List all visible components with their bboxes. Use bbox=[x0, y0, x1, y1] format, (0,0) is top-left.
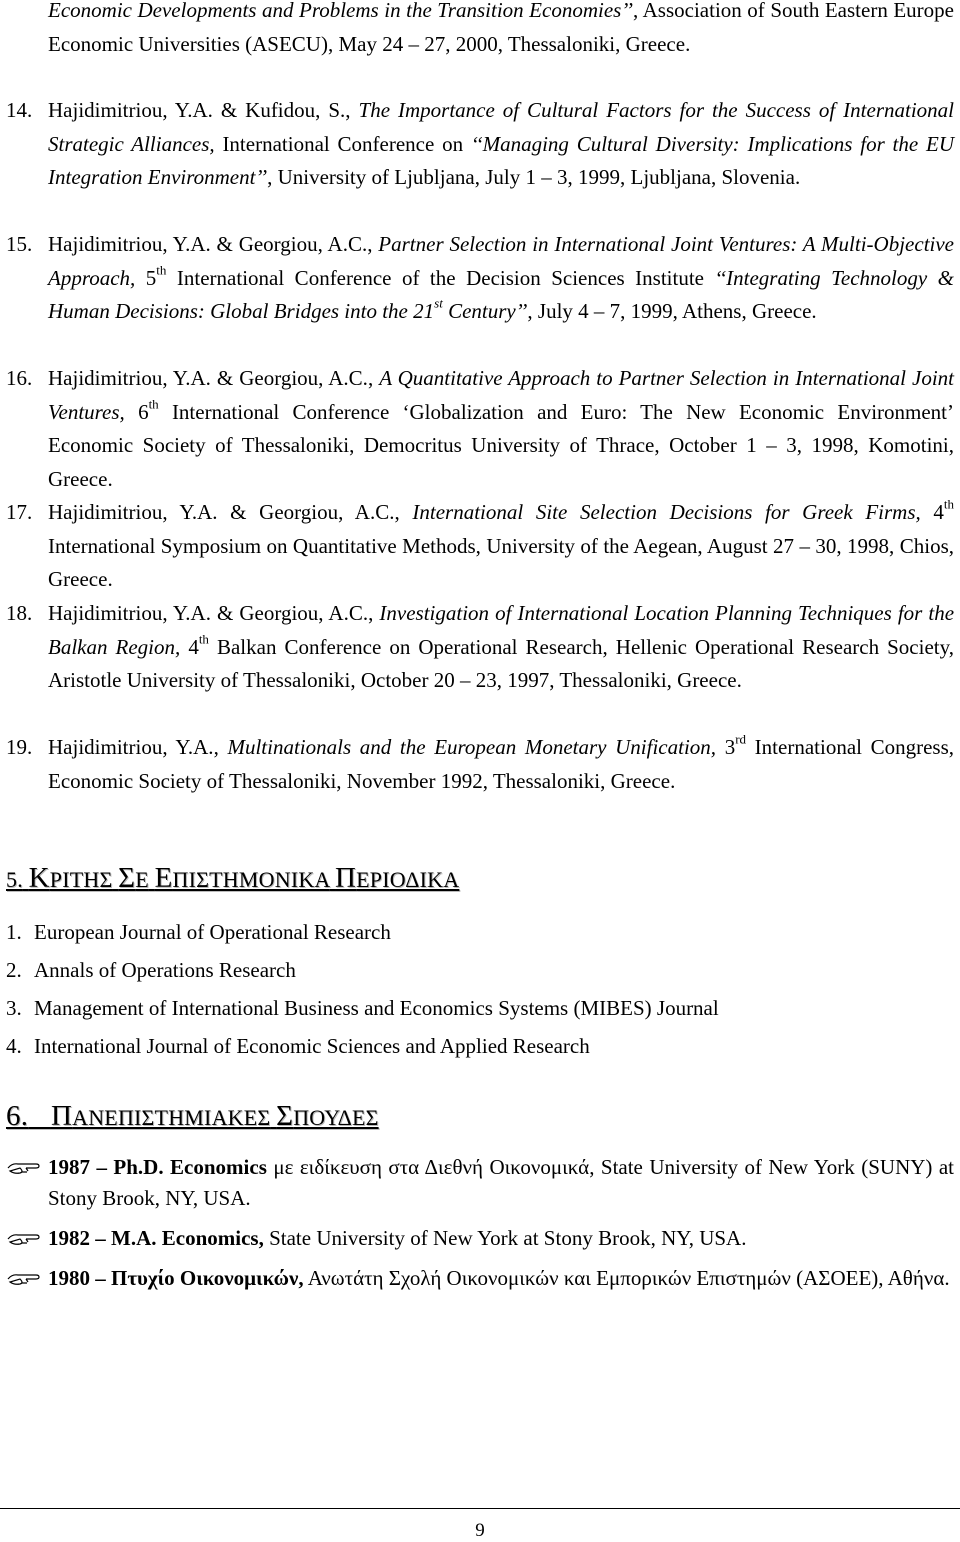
reference-venue-tail: , July 4 – 7, 1999, Athens, Greece. bbox=[527, 299, 817, 324]
journal-name: International Journal of Economic Sciences and Applied Research bbox=[34, 1034, 590, 1058]
degree-label: 1980 – Πτυχίο Οικονομικών, bbox=[48, 1266, 304, 1290]
reference-venue: International Conference on bbox=[214, 131, 471, 156]
heading-initial: Σ bbox=[276, 1100, 294, 1132]
reference-title: Investigation of International Location Planning Techniques for the Balkan Region, bbox=[48, 601, 955, 659]
ordinal-suffix: th bbox=[156, 262, 167, 278]
reference-title: International Site Selection Decisions for Greek Firms, bbox=[412, 500, 921, 524]
reference-continued-title: Economic Developments and Problems in the Transition Economies bbox=[48, 0, 622, 22]
reference-item: 19. Hajidimitriou, Y.A., Multinationals and the European Monetary Unification, 3rd International Congress, Economic Society of Thessaloniki, November 1992, Thessaloniki, Greece. bbox=[6, 731, 955, 793]
list-number: 4. bbox=[6, 1034, 22, 1058]
reference-venue: International Conference of the Decision Sciences Institute bbox=[166, 265, 715, 290]
reference-venue-italic: Integrating Technology & Human Decisions: Global Bridges into the 21 bbox=[48, 265, 955, 324]
section-heading-5 bbox=[6, 862, 459, 895]
hand-pointing-icon bbox=[6, 1267, 44, 1287]
journal-name: Management of International Business and Economics Systems (MIBES) Journal bbox=[34, 996, 719, 1020]
ordinal-suffix: th bbox=[148, 396, 159, 412]
degree-details: State University of New York at Stony Brook, NY, USA. bbox=[263, 1226, 747, 1250]
ordinal-suffix: rd bbox=[735, 731, 747, 747]
reference-authors: Hajidimitriou, Y.A. & Kufidou, S. bbox=[48, 98, 346, 122]
ordinal-suffix: th bbox=[943, 496, 955, 512]
reference-continued: Economic Developments and Problems in the Transition Economies’’, Association of South Eastern Europe Economic Universities (ASECU), May 24 – 27, 2000, Thessaloniki, Greece. bbox=[48, 0, 954, 56]
reference-venue-italic: Century bbox=[442, 299, 516, 324]
ordinal-suffix: th bbox=[198, 631, 209, 647]
heading-initial: Ε bbox=[154, 862, 173, 894]
reference-title: Multinationals and the European Monetary Unification, bbox=[227, 735, 717, 759]
reference-item: 14. Hajidimitriou, Y.A. & Kufidou, S., The Importance of Cultural Factors for the Success of International Strategic Alliances, International Conference on ‘‘Managing Cultural Diversity: Implications for the EU Integration Environment’’, University of Ljubljana, July 1 – 3, 1999, Ljubljana, Slovenia. bbox=[6, 94, 954, 195]
reference-authors: Hajidimitriou, Y.A. bbox=[48, 735, 214, 759]
heading-word: ΠΙΣΤΗΜΟΝΙΚΑ bbox=[172, 867, 330, 892]
reference-title: A Quantitative Approach to Partner Selection in International Joint Ventures, bbox=[48, 366, 955, 424]
reference-venue-tail: International Congress, Economic Society of Thessaloniki, November 1992, Thessaloniki, Greece. bbox=[48, 735, 955, 793]
ordinal: 6 bbox=[138, 399, 149, 424]
heading-word: ΡΙΤΗΣ bbox=[49, 867, 113, 892]
journal-name: Annals of Operations Research bbox=[34, 958, 296, 982]
heading-word: ΑΝΕΠΙΣΤΗΜΙΑΚΕΣ bbox=[72, 1105, 271, 1130]
reference-number: 16. bbox=[6, 366, 33, 390]
hand-pointing-icon bbox=[6, 1156, 44, 1176]
journal-name: European Journal of Operational Research bbox=[34, 920, 391, 944]
education-item bbox=[6, 1263, 954, 1294]
heading-word: ΕΡΙΟΔΙΚΑ bbox=[356, 867, 460, 892]
ordinal: 5 bbox=[145, 265, 157, 290]
reference-item: 15. Hajidimitriou, Y.A. & Georgiou, A.C., Partner Selection in International Joint Ventures: A Multi-Objective Approach, 5th International Conference of the Decision Sciences Institute ‘‘Integrating Technology & Human Decisions: Global Bridges into the 21st Century’’, July 4 – 7, 1999, Athens, Greece. bbox=[6, 228, 954, 329]
list-item bbox=[6, 1027, 906, 1065]
heading-word: Ε bbox=[135, 867, 149, 892]
education-item bbox=[6, 1152, 954, 1214]
reference-item: 16. Hajidimitriou, Y.A. & Georgiou, A.C., A Quantitative Approach to Partner Selection in International Joint Ventures, 6th International Conference ‘Globalization and Euro: The New Economic Environment’ Economic Society of Thessaloniki, Democritus University of Thrace, October 1 – 3, 1998, Komotini, Greece. bbox=[6, 362, 954, 496]
reference-venue-tail: International Conference ‘Globalization and Euro: The New Economic Environment’ Economic Society of Thessaloniki, Democritus University of Thrace, October 1 – 3, 1998, Komotini, Greece. bbox=[48, 399, 955, 491]
list-number: 2. bbox=[6, 958, 22, 982]
reference-authors: Hajidimitriou, Y.A. & Georgiou, A.C. bbox=[48, 601, 369, 625]
reference-continued-tail: , Association of South Eastern Europe Economic Universities (ASECU), May 24 – 27, 2000, Thessaloniki, Greece. bbox=[48, 0, 954, 56]
reference-authors: Hajidimitriou, Y.A. & Georgiou, A.C. bbox=[48, 366, 368, 390]
heading-initial: Σ bbox=[118, 862, 136, 894]
degree-label: 1987 – Ph.D. Economics bbox=[48, 1155, 267, 1179]
reference-venue-tail: Balkan Conference on Operational Research, Hellenic Operational Research Society, Aristotle University of Thessaloniki, October 20 – 23, 1997, Thessaloniki, Greece. bbox=[48, 634, 954, 693]
ordinal-suffix: st bbox=[434, 295, 443, 311]
reference-item: 18. Hajidimitriou, Y.A. & Georgiou, A.C., Investigation of International Location Planning Techniques for the Balkan Region, 4th Balkan Conference on Operational Research, Hellenic Operational Research Society, Aristotle University of Thessaloniki, October 20 – 23, 1997, Thessaloniki, Greece. bbox=[6, 597, 954, 698]
reference-authors: Hajidimitriou, Y.A. & Georgiou, A.C. bbox=[48, 232, 368, 256]
degree-details: με ειδίκευση στα Διεθνή Οικονομικά, State University of New York (SUNY) at Stony Brook, NY, USA. bbox=[48, 1155, 955, 1210]
reference-number: 19. bbox=[6, 735, 33, 759]
page-number: 9 bbox=[475, 1520, 485, 1541]
reference-number: 17. bbox=[6, 500, 33, 524]
reference-venue-italic: Managing Cultural Diversity: Implications for the EU Integration Environment bbox=[48, 131, 954, 190]
reference-number: 14. bbox=[6, 98, 33, 122]
section-number: 6. bbox=[6, 1100, 29, 1132]
ordinal: 3 bbox=[724, 735, 736, 759]
list-item bbox=[6, 913, 906, 951]
hand-pointing-icon bbox=[6, 1227, 44, 1247]
reference-venue-tail: International Symposium on Quantitative Methods, University of the Aegean, August 27 – 30, 1998, Chios, Greece. bbox=[48, 533, 954, 592]
list-number: 1. bbox=[6, 920, 22, 944]
section-number: 5. bbox=[6, 867, 23, 892]
reference-number: 15. bbox=[6, 232, 33, 256]
list-item bbox=[6, 951, 906, 989]
heading-initial: Κ bbox=[28, 862, 50, 894]
reference-venue-tail: , University of Ljubljana, July 1 – 3, 1999, Ljubljana, Slovenia. bbox=[267, 165, 801, 190]
heading-initial: Π bbox=[335, 862, 357, 894]
footer-divider bbox=[0, 1508, 960, 1509]
heading-word: ΠΟΥΔΕΣ bbox=[293, 1105, 379, 1130]
heading-initial: Π bbox=[50, 1100, 73, 1132]
degree-details: Ανωτάτη Σχολή Οικονομικών και Εμπορικών Επιστημών (ΑΣΟΕΕ), Αθήνα. bbox=[303, 1266, 950, 1290]
reference-title: Partner Selection in International Joint Ventures: A Multi-Objective Approach, bbox=[48, 232, 954, 290]
ordinal: 4 bbox=[188, 634, 199, 659]
journal-list bbox=[6, 913, 906, 1065]
reference-number: 18. bbox=[6, 601, 33, 625]
education-item bbox=[6, 1223, 954, 1254]
ordinal: 4 bbox=[933, 500, 944, 524]
list-number: 3. bbox=[6, 996, 22, 1020]
degree-label: 1982 – M.A. Economics, bbox=[48, 1226, 264, 1250]
reference-authors: Hajidimitriou, Y.A. & Georgiou, A.C. bbox=[48, 500, 395, 524]
reference-title: The Importance of Cultural Factors for the Success of International Strategic Alliances, bbox=[48, 98, 954, 156]
list-item bbox=[6, 989, 906, 1027]
section-heading-6 bbox=[6, 1100, 379, 1133]
reference-item: 17. Hajidimitriou, Y.A. & Georgiou, A.C., International Site Selection Decisions for Greek Firms, 4th International Symposium on Quantitative Methods, University of the Aegean, August 27 – 30, 1998, Chios, Greece. bbox=[6, 496, 955, 592]
